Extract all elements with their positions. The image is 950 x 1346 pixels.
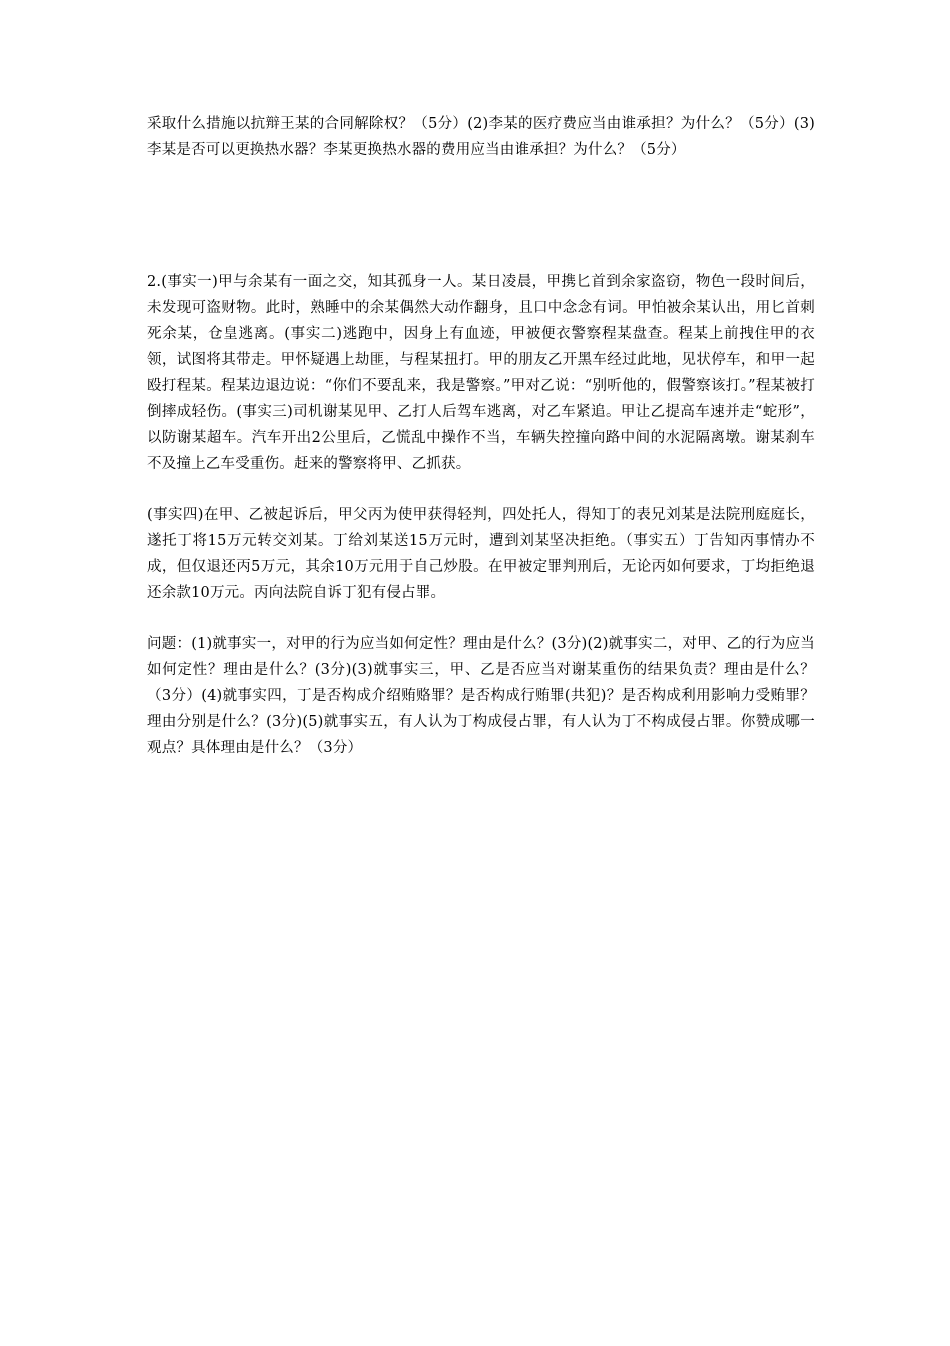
document-page <box>147 111 815 761</box>
case-facts-paragraph: 2.(事实一)甲与余某有一面之交，知其孤身一人。某日凌晨，甲携匕首到余家盗窃，物色一段时间后，未发现可盗财物。此时，熟睡中的余某偶然大动作翻身，且口中念念有词。甲怕被余某认出，用匕首刺死余某，仓皇逃离。(事实二)逃跑中，因身上有血迹，甲被便衣警察程某盘查。程某上前拽住甲的衣领，试图将其带走。甲怀疑遇上劫匪，与程某扭打。甲的朋友乙开黑车经过此地，见状停车，和甲一起殴打程某。程某边退边说：“你们不要乱来，我是警察。”甲对乙说：“别听他的，假警察该打。”程某被打倒摔成轻伤。(事实三)司机谢某见甲、乙打人后驾车逃离，对乙车紧追。甲让乙提高车速并走“蛇形”，以防谢某超车。汽车开出2公里后，乙慌乱中操作不当，车辆失控撞向路中间的水泥隔离墩。谢某刹车不及撞上乙车受重伤。赶来的警察将甲、乙抓获。 <box>147 274 815 472</box>
question-continuation-paragraph: 采取什么措施以抗辩王某的合同解除权？（5分）(2)李某的医疗费应当由谁承担？为什么？（5分）(3)李某是否可以更换热水器？李某更换热水器的费用应当由谁承担？为什么？（5分） <box>147 116 815 158</box>
case-facts-continued-paragraph: (事实四)在甲、乙被起诉后，甲父丙为使甲获得轻判，四处托人，得知丁的表兄刘某是法院刑庭庭长，遂托丁将15万元转交刘某。丁给刘某送15万元时，遭到刘某坚决拒绝。（事实五）丁告知丙事情办不成，但仅退还丙5万元，其余10万元用于自己炒股。在甲被定罪判刑后，无论丙如何要求，丁均拒绝退还余款10万元。丙向法院自诉丁犯有侵占罪。 <box>147 507 815 601</box>
questions-paragraph: 问题：(1)就事实一，对甲的行为应当如何定性？理由是什么？(3分)(2)就事实二，对甲、乙的行为应当如何定性？理由是什么？(3分)(3)就事实三，甲、乙是否应当对谢某重伤的结果负责？理由是什么？（3分）(4)就事实四，丁是否构成介绍贿赂罪？是否构成行贿罪(共犯)？是否构成利用影响力受贿罪？理由分别是什么？(3分)(5)就事实五，有人认为丁构成侵占罪，有人认为丁不构成侵占罪。你赞成哪一观点？具体理由是什么？（3分） <box>147 636 815 756</box>
